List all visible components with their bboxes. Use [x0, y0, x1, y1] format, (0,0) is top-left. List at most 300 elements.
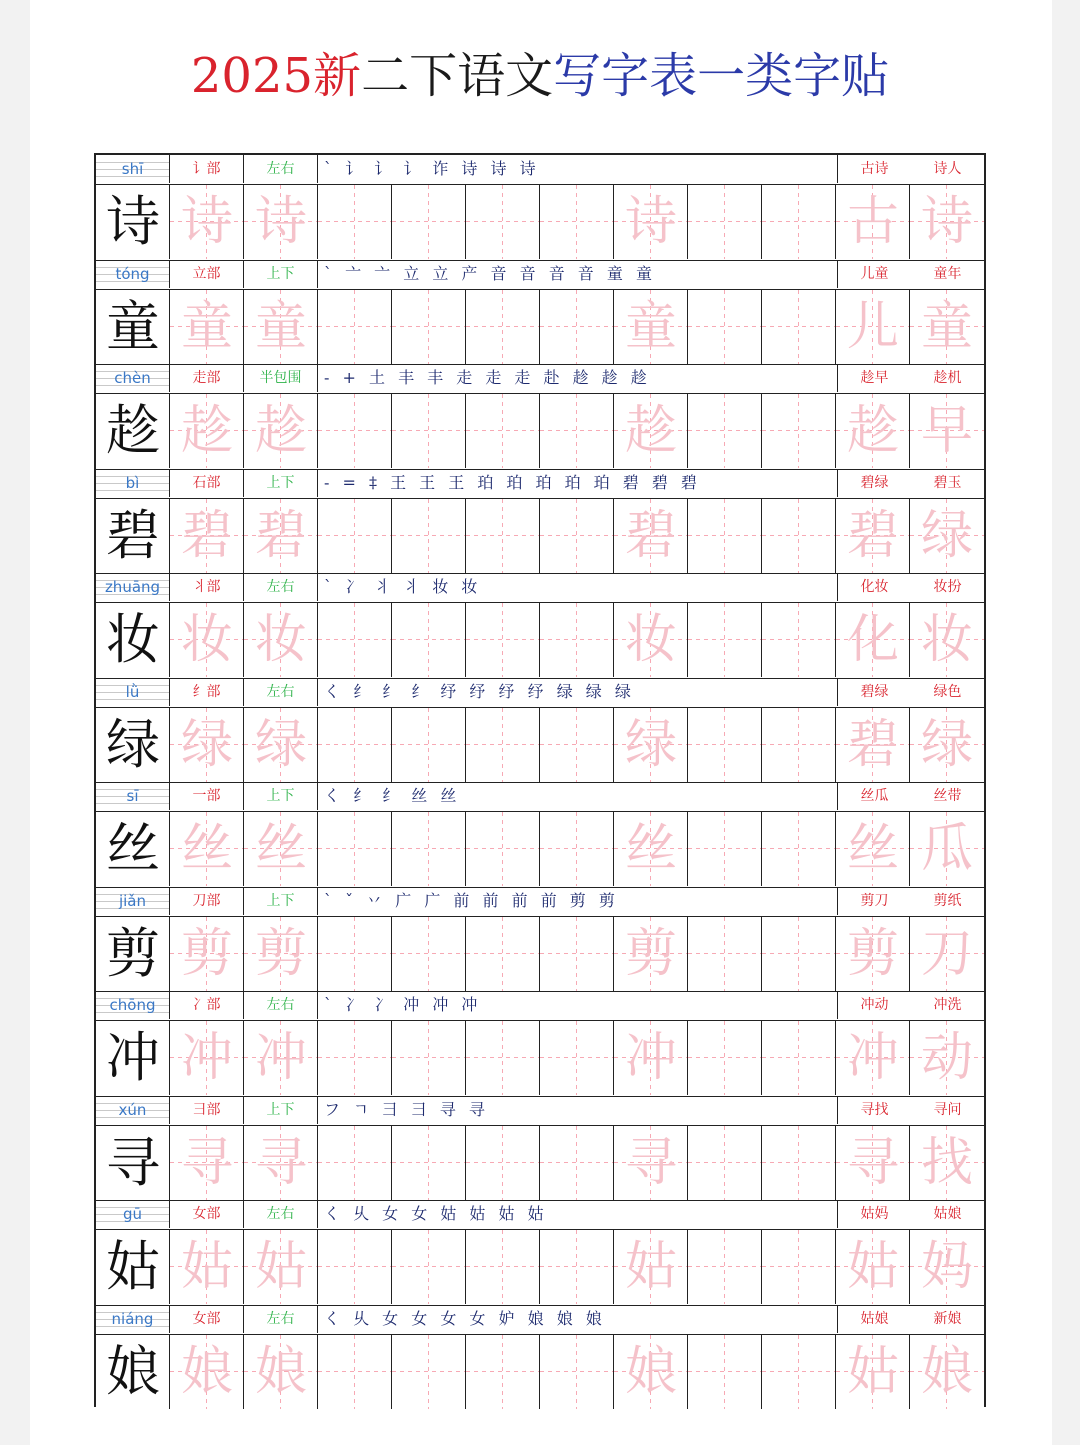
practice-cell[interactable]: [540, 1230, 614, 1304]
model-character-cell: [96, 1335, 170, 1409]
practice-cell[interactable]: [688, 1021, 762, 1095]
practice-cell[interactable]: [910, 1335, 984, 1409]
trace-character: 姑: [180, 1237, 233, 1297]
trace-character: 姑: [624, 1237, 677, 1297]
practice-cell[interactable]: [540, 499, 614, 573]
practice-cell[interactable]: [688, 812, 762, 886]
practice-cell[interactable]: [318, 290, 392, 364]
practice-cell[interactable]: [688, 185, 762, 259]
practice-cell[interactable]: [466, 708, 540, 782]
info-row: [96, 364, 984, 394]
trace-character: 碧: [846, 505, 899, 566]
practice-cell[interactable]: [540, 1021, 614, 1095]
practice-cell[interactable]: [466, 394, 540, 468]
practice-cell[interactable]: [244, 1021, 318, 1095]
practice-cell[interactable]: [392, 394, 466, 468]
practice-cell[interactable]: [910, 185, 984, 259]
practice-cell[interactable]: [762, 917, 836, 991]
practice-cell[interactable]: [762, 499, 836, 573]
practice-cell[interactable]: [540, 185, 614, 259]
info-row: [96, 782, 984, 812]
structure-label: 上下: [244, 1096, 318, 1124]
trace-character: 妆: [624, 610, 677, 670]
trace-character: 冲: [624, 1028, 677, 1088]
practice-cell[interactable]: [392, 1021, 466, 1095]
practice-cell[interactable]: [688, 1230, 762, 1304]
pinyin-label: shī: [96, 155, 170, 183]
practice-cell[interactable]: [244, 1335, 318, 1409]
example-word-2: 碧玉: [933, 474, 962, 491]
practice-cell[interactable]: [170, 603, 244, 677]
practice-cell[interactable]: [170, 394, 244, 468]
practice-cell[interactable]: [688, 499, 762, 573]
trace-character: 化: [846, 610, 899, 670]
practice-cell[interactable]: [392, 499, 466, 573]
practice-cell[interactable]: [466, 917, 540, 991]
trace-character: 诗: [180, 192, 233, 252]
practice-cell[interactable]: [466, 185, 540, 259]
writing-grid: [96, 499, 984, 573]
example-words: [838, 1305, 984, 1333]
practice-cell[interactable]: [910, 603, 984, 677]
practice-cell[interactable]: [318, 1230, 392, 1304]
stroke-order: フ ㄱ 彐 彐 寻 寻: [318, 1096, 838, 1124]
practice-cell[interactable]: [762, 812, 836, 886]
practice-cell[interactable]: [540, 1126, 614, 1200]
trace-character: 碧: [846, 714, 899, 775]
trace-character: 碧: [180, 505, 233, 566]
pinyin-label: bì: [96, 469, 170, 497]
practice-cell[interactable]: [614, 185, 688, 259]
practice-cell[interactable]: [614, 394, 688, 468]
example-word-2: 绿色: [933, 683, 962, 700]
model-character-cell: [96, 603, 170, 677]
model-character-cell: [96, 290, 170, 364]
structure-label: 左右: [244, 573, 318, 601]
trace-character: 诗: [920, 192, 973, 252]
model-character: 剪: [106, 921, 160, 985]
writing-grid: [96, 1335, 984, 1409]
writing-grid: [96, 290, 984, 364]
practice-cell[interactable]: [318, 1335, 392, 1409]
character-unit: [96, 1096, 984, 1201]
practice-cell[interactable]: [836, 394, 910, 468]
example-word-1: 化妆: [860, 579, 889, 595]
practice-cell[interactable]: [540, 394, 614, 468]
practice-cell[interactable]: [318, 603, 392, 677]
practice-cell[interactable]: [614, 708, 688, 782]
practice-cell[interactable]: [836, 1230, 910, 1304]
model-character: 姑: [106, 1235, 160, 1298]
practice-cell[interactable]: [170, 1335, 244, 1409]
practice-cell[interactable]: [762, 1126, 836, 1200]
info-row: [96, 991, 984, 1021]
trace-character: 剪: [254, 923, 307, 984]
trace-character: 妆: [254, 610, 307, 670]
trace-character: 寻: [846, 1132, 899, 1193]
trace-character: 冲: [254, 1028, 307, 1088]
trace-character: 童: [624, 296, 677, 357]
practice-cell[interactable]: [836, 185, 910, 259]
practice-cell[interactable]: [910, 812, 984, 886]
trace-character: 冲: [846, 1028, 899, 1088]
info-row: [96, 155, 984, 185]
stroke-order: く 纟 纟 纟 纾 纾 纾 纾 绿 绿 绿: [318, 678, 838, 706]
example-words: [838, 260, 984, 288]
trace-character: 童: [180, 296, 233, 357]
practice-cell[interactable]: [540, 812, 614, 886]
practice-cell[interactable]: [318, 394, 392, 468]
stroke-order: く 纟 纟 丝 丝: [318, 782, 838, 810]
practice-cell[interactable]: [244, 708, 318, 782]
practice-cell[interactable]: [244, 1230, 318, 1304]
practice-cell[interactable]: [688, 290, 762, 364]
pinyin-label: niáng: [96, 1305, 170, 1333]
info-row: [96, 1305, 984, 1335]
practice-cell[interactable]: [318, 917, 392, 991]
practice-cell[interactable]: [910, 499, 984, 573]
practice-cell[interactable]: [836, 1335, 910, 1409]
trace-character: 娘: [180, 1341, 233, 1402]
trace-character: 姑: [846, 1237, 899, 1297]
model-character-cell: [96, 1126, 170, 1200]
practice-cell[interactable]: [318, 185, 392, 259]
example-words: [838, 887, 984, 915]
practice-cell[interactable]: [614, 603, 688, 677]
writing-grid: [96, 394, 984, 468]
practice-cell[interactable]: [910, 1126, 984, 1200]
writing-grid: [96, 812, 984, 886]
practice-cell[interactable]: [392, 1126, 466, 1200]
practice-cell[interactable]: [614, 499, 688, 573]
stroke-order: ` 亠 亠 立 立 产 音 音 音 音 童 童: [318, 260, 838, 288]
practice-cell[interactable]: [688, 603, 762, 677]
example-words: [838, 155, 984, 183]
practice-cell[interactable]: [466, 1230, 540, 1304]
practice-cell[interactable]: [836, 603, 910, 677]
practice-cell[interactable]: [614, 290, 688, 364]
character-unit: [96, 1200, 984, 1305]
example-word-2: 妆扮: [933, 579, 962, 595]
trace-character: 古: [846, 192, 899, 252]
practice-cell[interactable]: [392, 1335, 466, 1409]
stroke-order: ` 冫 丬 丬 妆 妆: [318, 573, 838, 601]
practice-cell[interactable]: [170, 1230, 244, 1304]
radical-label: 冫部: [170, 991, 244, 1019]
radical-label: 丬部: [170, 573, 244, 601]
practice-cell[interactable]: [466, 1335, 540, 1409]
trace-character: 诗: [624, 192, 677, 252]
writing-grid: [96, 603, 984, 677]
practice-cell[interactable]: [466, 290, 540, 364]
practice-cell[interactable]: [688, 1126, 762, 1200]
structure-label: 上下: [244, 260, 318, 288]
practice-cell[interactable]: [836, 1021, 910, 1095]
structure-label: 左右: [244, 1305, 318, 1333]
character-unit: [96, 573, 984, 678]
character-unit: [96, 155, 984, 260]
radical-label: 纟部: [170, 678, 244, 706]
practice-cell[interactable]: [614, 1230, 688, 1304]
practice-cell[interactable]: [170, 1021, 244, 1095]
practice-cell[interactable]: [540, 917, 614, 991]
practice-cell[interactable]: [836, 812, 910, 886]
model-character: 妆: [106, 608, 160, 671]
practice-cell[interactable]: [244, 290, 318, 364]
practice-cell[interactable]: [392, 185, 466, 259]
model-character: 娘: [106, 1339, 160, 1403]
writing-grid: [96, 185, 984, 259]
practice-cell[interactable]: [910, 708, 984, 782]
practice-cell[interactable]: [688, 708, 762, 782]
trace-character: 剪: [180, 923, 233, 984]
practice-cell[interactable]: [244, 812, 318, 886]
trace-character: 趁: [180, 401, 233, 461]
structure-label: 左右: [244, 155, 318, 183]
radical-label: 走部: [170, 364, 244, 392]
practice-cell[interactable]: [614, 917, 688, 991]
practice-cell[interactable]: [836, 708, 910, 782]
trace-character: 寻: [180, 1132, 233, 1193]
practice-cell[interactable]: [244, 499, 318, 573]
trace-character: 儿: [846, 296, 899, 357]
practice-cell[interactable]: [762, 1230, 836, 1304]
practice-cell[interactable]: [244, 603, 318, 677]
writing-grid: [96, 917, 984, 991]
example-word-2: 新娘: [933, 1310, 962, 1327]
practice-cell[interactable]: [466, 499, 540, 573]
practice-cell[interactable]: [392, 603, 466, 677]
practice-cell[interactable]: [836, 499, 910, 573]
stroke-order: - = ‡ 王 王 王 珀 珀 珀 珀 珀 碧 碧 碧: [318, 469, 838, 497]
practice-cell[interactable]: [614, 1335, 688, 1409]
practice-cell[interactable]: [762, 394, 836, 468]
model-character: 绿: [106, 712, 160, 776]
practice-cell[interactable]: [910, 394, 984, 468]
radical-label: 石部: [170, 469, 244, 497]
practice-cell[interactable]: [170, 290, 244, 364]
example-word-2: 寻问: [933, 1101, 962, 1118]
example-words: [838, 573, 984, 601]
title-part-red: 2025新: [190, 48, 362, 104]
trace-character: 丝: [624, 819, 677, 879]
trace-character: 冲: [180, 1028, 233, 1088]
structure-label: 左右: [244, 1200, 318, 1228]
trace-character: 早: [920, 401, 973, 461]
info-row: [96, 1200, 984, 1230]
pinyin-label: jiǎn: [96, 887, 170, 915]
practice-cell[interactable]: [762, 185, 836, 259]
model-character-cell: [96, 708, 170, 782]
trace-character: 碧: [624, 505, 677, 566]
model-character: 诗: [106, 190, 160, 253]
practice-cell[interactable]: [170, 917, 244, 991]
example-word-1: 剪刀: [860, 892, 889, 909]
model-character: 寻: [106, 1130, 160, 1194]
pinyin-label: chōng: [96, 991, 170, 1019]
practice-cell[interactable]: [244, 185, 318, 259]
radical-label: 刀部: [170, 887, 244, 915]
pinyin-label: chèn: [96, 364, 170, 392]
title-part-blue: 写字表一类字贴: [553, 48, 890, 104]
practice-cell[interactable]: [170, 185, 244, 259]
structure-label: 左右: [244, 991, 318, 1019]
practice-cell[interactable]: [836, 917, 910, 991]
trace-character: 刀: [920, 923, 973, 984]
info-row: [96, 260, 984, 290]
model-character: 趁: [106, 399, 160, 462]
practice-cell[interactable]: [540, 1335, 614, 1409]
trace-character: 丝: [180, 819, 233, 879]
radical-label: 一部: [170, 782, 244, 810]
practice-cell[interactable]: [762, 290, 836, 364]
practice-cell[interactable]: [244, 394, 318, 468]
practice-cell[interactable]: [170, 1126, 244, 1200]
practice-cell[interactable]: [762, 708, 836, 782]
practice-cell[interactable]: [688, 394, 762, 468]
info-row: [96, 1096, 984, 1126]
practice-cell[interactable]: [910, 1230, 984, 1304]
trace-character: 妈: [920, 1237, 973, 1297]
practice-cell[interactable]: [540, 290, 614, 364]
trace-character: 剪: [624, 923, 677, 984]
character-unit: [96, 991, 984, 1096]
practice-cell[interactable]: [540, 708, 614, 782]
trace-character: 妆: [180, 610, 233, 670]
practice-cell[interactable]: [392, 917, 466, 991]
practice-cell[interactable]: [466, 1126, 540, 1200]
pinyin-label: tóng: [96, 260, 170, 288]
practice-cell[interactable]: [540, 603, 614, 677]
practice-cell[interactable]: [466, 603, 540, 677]
practice-cell[interactable]: [318, 1126, 392, 1200]
pinyin-label: xún: [96, 1096, 170, 1124]
practice-cell[interactable]: [318, 708, 392, 782]
practice-cell[interactable]: [318, 499, 392, 573]
practice-cell[interactable]: [244, 917, 318, 991]
trace-character: 剪: [846, 923, 899, 984]
example-word-1: 冲动: [860, 997, 889, 1013]
example-words: [838, 469, 984, 497]
trace-character: 碧: [254, 505, 307, 566]
practice-sheet: [94, 153, 986, 1407]
practice-cell[interactable]: [614, 1126, 688, 1200]
character-unit: [96, 1305, 984, 1410]
example-word-2: 姑娘: [933, 1206, 962, 1222]
example-words: [838, 1200, 984, 1228]
practice-cell[interactable]: [466, 1021, 540, 1095]
character-unit: [96, 782, 984, 887]
practice-cell[interactable]: [392, 812, 466, 886]
trace-character: 绿: [254, 714, 307, 775]
pinyin-label: lǜ: [96, 678, 170, 706]
trace-character: 寻: [254, 1132, 307, 1193]
radical-label: 女部: [170, 1200, 244, 1228]
model-character-cell: [96, 812, 170, 886]
practice-cell[interactable]: [762, 1335, 836, 1409]
model-character: 碧: [106, 503, 160, 567]
structure-label: 上下: [244, 469, 318, 497]
example-words: [838, 364, 984, 392]
practice-cell[interactable]: [614, 1021, 688, 1095]
trace-character: 丝: [254, 819, 307, 879]
trace-character: 童: [254, 296, 307, 357]
practice-cell[interactable]: [318, 812, 392, 886]
title-part-black: 二下语文: [361, 48, 554, 104]
model-character: 丝: [106, 817, 160, 880]
example-word-1: 碧绿: [860, 474, 889, 491]
practice-cell[interactable]: [836, 290, 910, 364]
trace-character: 趁: [846, 401, 899, 461]
info-row: [96, 887, 984, 917]
practice-cell[interactable]: [688, 1335, 762, 1409]
practice-cell[interactable]: [318, 1021, 392, 1095]
trace-character: 趁: [624, 401, 677, 461]
practice-cell[interactable]: [910, 1021, 984, 1095]
practice-cell[interactable]: [762, 1021, 836, 1095]
structure-label: 左右: [244, 678, 318, 706]
example-word-2: 丝带: [933, 788, 962, 804]
trace-character: 动: [920, 1028, 973, 1088]
stroke-order: ` ˇ 丷 广 广 前 前 前 前 剪 剪: [318, 887, 838, 915]
practice-cell[interactable]: [170, 812, 244, 886]
trace-character: 绿: [180, 714, 233, 775]
character-unit: [96, 364, 984, 469]
practice-cell[interactable]: [614, 812, 688, 886]
practice-cell[interactable]: [170, 708, 244, 782]
practice-cell[interactable]: [836, 1126, 910, 1200]
practice-cell[interactable]: [466, 812, 540, 886]
structure-label: 上下: [244, 782, 318, 810]
example-word-1: 碧绿: [860, 683, 889, 700]
stroke-order: - + 土 丰 丰 走 走 走 赴 趁 趁 趁: [318, 364, 838, 392]
practice-cell[interactable]: [688, 917, 762, 991]
practice-cell[interactable]: [762, 603, 836, 677]
trace-character: 妆: [920, 610, 973, 670]
character-unit: [96, 260, 984, 365]
trace-character: 姑: [254, 1237, 307, 1297]
practice-cell[interactable]: [392, 1230, 466, 1304]
model-character-cell: [96, 394, 170, 468]
pinyin-label: zhuāng: [96, 573, 170, 601]
example-words: [838, 782, 984, 810]
practice-cell[interactable]: [392, 708, 466, 782]
practice-cell[interactable]: [910, 290, 984, 364]
pinyin-label: sī: [96, 782, 170, 810]
radical-label: 立部: [170, 260, 244, 288]
practice-cell[interactable]: [910, 917, 984, 991]
info-row: [96, 469, 984, 499]
practice-cell[interactable]: [170, 499, 244, 573]
writing-grid: [96, 1230, 984, 1304]
practice-cell[interactable]: [392, 290, 466, 364]
trace-character: 娘: [624, 1341, 677, 1402]
example-word-2: 童年: [933, 265, 962, 282]
model-character: 冲: [106, 1026, 160, 1089]
practice-cell[interactable]: [244, 1126, 318, 1200]
model-character-cell: [96, 499, 170, 573]
trace-character: 丝: [846, 819, 899, 879]
info-row: [96, 573, 984, 603]
trace-character: 姑: [846, 1341, 899, 1402]
example-word-1: 寻找: [860, 1101, 889, 1118]
model-character-cell: [96, 185, 170, 259]
radical-label: 讠部: [170, 155, 244, 183]
trace-character: 绿: [624, 714, 677, 775]
writing-grid: [96, 708, 984, 782]
character-unit: [96, 469, 984, 574]
model-character-cell: [96, 917, 170, 991]
